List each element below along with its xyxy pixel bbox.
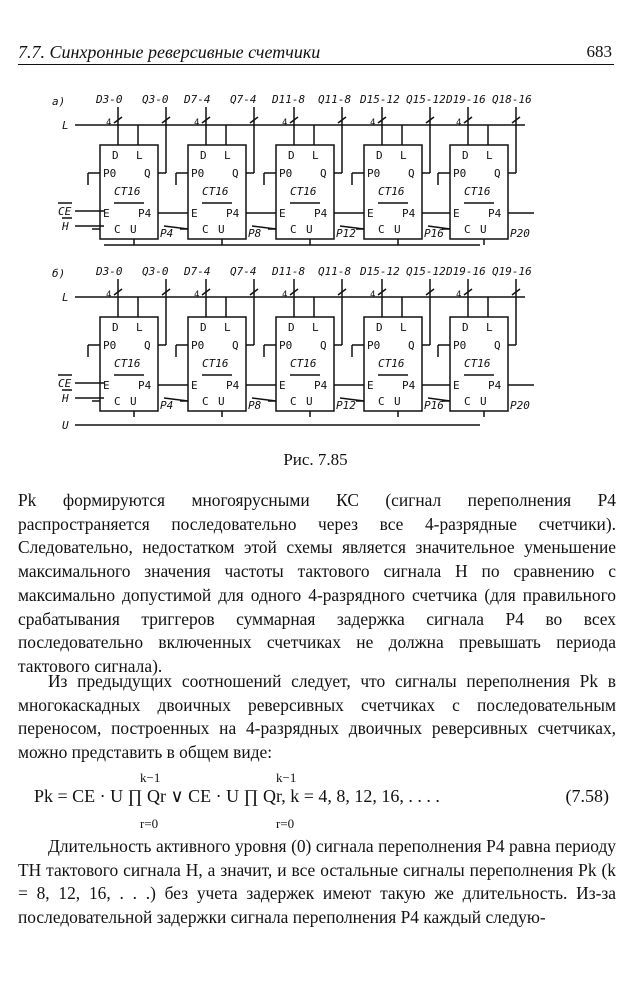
paragraph-3-text: Длительность активного уровня (0) сигнала переполнения P4 равна периоду TH тактового сигнала H, а значит, и все остальные сигналы переполнения Pk (k = 8, 12, 16, . . .) без учета задержек имеют такую же длительность. Из-за последовательной задержки сигнала переполнения P4 каждый следую- (18, 836, 616, 928)
output-label: Q7-4 (230, 265, 257, 278)
output-label: Q3-0 (142, 265, 169, 278)
counter-label: CT16 (114, 185, 141, 198)
counter-label: CT16 (378, 357, 405, 370)
pin-e: E (367, 379, 374, 392)
pin-c: C (464, 395, 471, 408)
data-input-label: D15-12 (360, 265, 400, 278)
pin-d: D (376, 321, 383, 334)
pin-q: Q (144, 339, 151, 352)
pin-p0: P0 (279, 167, 293, 180)
pin-e: E (279, 207, 286, 220)
pin-p0: P0 (453, 167, 467, 180)
pin-p4: P4 (488, 379, 502, 392)
bus-width: 4 (456, 118, 462, 128)
pin-l: L (136, 321, 143, 334)
output-label: Q18-16 (492, 93, 532, 106)
pin-l: L (486, 321, 493, 334)
pin-d: D (288, 149, 295, 162)
pin-p4: P4 (314, 207, 328, 220)
signal-label: U (62, 419, 69, 432)
pin-p4: P4 (402, 207, 416, 220)
pin-l: L (400, 321, 407, 334)
carry-label: P4 (160, 227, 174, 240)
pin-p4: P4 (138, 207, 152, 220)
pin-q: Q (144, 167, 151, 180)
bus-width: 4 (282, 118, 288, 128)
pin-c: C (114, 223, 121, 236)
circuit-figure (0, 85, 631, 445)
counter-label: CT16 (378, 185, 405, 198)
formula-7-58 (0, 770, 631, 831)
bus-width: 4 (456, 290, 462, 300)
carry-label: P12 (336, 227, 356, 240)
pin-u: U (130, 395, 137, 408)
carry-label: P8 (248, 227, 262, 240)
pin-d: D (200, 149, 207, 162)
pin-l: L (312, 321, 319, 334)
paragraph-1 (18, 489, 616, 679)
pin-u: U (306, 223, 313, 236)
pin-d: D (376, 149, 383, 162)
panel-label: б) (52, 267, 66, 280)
pin-e: E (453, 207, 460, 220)
pin-q: Q (408, 339, 415, 352)
paragraph-3 (18, 835, 616, 930)
pin-d: D (288, 321, 295, 334)
pin-l: L (224, 321, 231, 334)
pin-p0: P0 (103, 339, 117, 352)
pin-c: C (378, 395, 385, 408)
pin-p0: P0 (191, 167, 205, 180)
pin-e: E (453, 379, 460, 392)
output-label: Q3-0 (142, 93, 169, 106)
pin-d: D (200, 321, 207, 334)
pin-p4: P4 (226, 207, 240, 220)
pin-d: D (462, 321, 469, 334)
counter-label: CT16 (464, 357, 491, 370)
pin-u: U (394, 395, 401, 408)
pin-q: Q (494, 167, 501, 180)
pin-c: C (290, 223, 297, 236)
pin-c: C (464, 223, 471, 236)
carry-label: P16 (424, 399, 444, 412)
data-input-label: D7-4 (184, 93, 211, 106)
formula-upper-2: k−1 (276, 770, 297, 785)
carry-label: P16 (424, 227, 444, 240)
pin-c: C (378, 223, 385, 236)
output-label: Q11-8 (318, 265, 352, 278)
counter-label: CT16 (114, 357, 141, 370)
pin-q: Q (232, 167, 239, 180)
signal-label: H (62, 392, 69, 405)
formula-upper-1: k−1 (140, 770, 161, 785)
pin-p0: P0 (367, 339, 381, 352)
counter-label: CT16 (464, 185, 491, 198)
pin-q: Q (320, 339, 327, 352)
formula-expression: Pk = CE · U ∏ Qr ∨ CE · U ∏ Qr, k = 4, 8, 12, 16, . . . . (34, 786, 440, 806)
pin-e: E (367, 207, 374, 220)
pin-e: E (103, 207, 110, 220)
pin-u: U (480, 223, 487, 236)
figure-caption: Рис. 7.85 (283, 450, 348, 469)
pin-c: C (290, 395, 297, 408)
pin-l: L (224, 149, 231, 162)
page-header (18, 38, 614, 65)
pin-p0: P0 (453, 339, 467, 352)
counter-label: CT16 (202, 357, 229, 370)
carry-label: P4 (160, 399, 174, 412)
page-number: 683 (586, 42, 612, 61)
output-label: Q7-4 (230, 93, 257, 106)
pin-p4: P4 (488, 207, 502, 220)
pin-p4: P4 (138, 379, 152, 392)
pin-u: U (480, 395, 487, 408)
pin-q: Q (408, 167, 415, 180)
data-input-label: D3-0 (96, 93, 123, 106)
pin-d: D (462, 149, 469, 162)
pin-c: C (202, 395, 209, 408)
bus-width: 4 (194, 118, 200, 128)
pin-l: L (136, 149, 143, 162)
panel-label: а) (52, 95, 66, 108)
signal-label: CE (58, 205, 72, 218)
pin-q: Q (494, 339, 501, 352)
pin-u: U (394, 223, 401, 236)
data-input-label: D11-8 (272, 265, 306, 278)
counter-label: CT16 (202, 185, 229, 198)
output-label: Q11-8 (318, 93, 352, 106)
data-input-label: D15-12 (360, 93, 400, 106)
pin-l: L (486, 149, 493, 162)
carry-label: P12 (336, 399, 356, 412)
signal-label: CE (58, 377, 72, 390)
bus-width: 4 (282, 290, 288, 300)
pin-e: E (191, 379, 198, 392)
output-label: Q15-12 (406, 265, 446, 278)
pin-e: E (279, 379, 286, 392)
data-input-label: D19-16 (446, 93, 486, 106)
pin-e: E (191, 207, 198, 220)
pin-c: C (202, 223, 209, 236)
pin-p0: P0 (279, 339, 293, 352)
bus-width: 4 (370, 118, 376, 128)
pin-u: U (130, 223, 137, 236)
carry-label: P20 (510, 399, 530, 412)
bus-width: 4 (194, 290, 200, 300)
pin-l: L (400, 149, 407, 162)
carry-label: P8 (248, 399, 262, 412)
formula-lower-1: r=0 (140, 816, 159, 831)
pin-p4: P4 (226, 379, 240, 392)
paragraph-2-text: Из предыдущих соотношений следует, что сигналы переполнения Pk в многокаскадных двоичных реверсивных счетчиках с последовательным переносом, построенных на 4-разрядных двоичных реверсивных счетчиках, можно представить в общем виде: (18, 671, 616, 763)
formula-number: (7.58) (565, 786, 609, 806)
pin-u: U (306, 395, 313, 408)
pin-d: D (112, 321, 119, 334)
section-title: 7.7. Синхронные реверсивные счетчики (18, 42, 321, 62)
output-label: Q19-16 (492, 265, 532, 278)
pin-p0: P0 (367, 167, 381, 180)
pin-p4: P4 (314, 379, 328, 392)
signal-label: L (62, 291, 69, 304)
pin-l: L (312, 149, 319, 162)
bus-width: 4 (106, 118, 112, 128)
output-label: Q15-12 (406, 93, 446, 106)
pin-u: U (218, 223, 225, 236)
pin-u: U (218, 395, 225, 408)
formula-lower-2: r=0 (276, 816, 295, 831)
carry-label: P20 (510, 227, 530, 240)
counter-label: CT16 (290, 357, 317, 370)
data-input-label: D11-8 (272, 93, 306, 106)
data-input-label: D19-16 (446, 265, 486, 278)
data-input-label: D7-4 (184, 265, 211, 278)
bus-width: 4 (106, 290, 112, 300)
signal-label: H (62, 220, 69, 233)
pin-p0: P0 (103, 167, 117, 180)
paragraph-1-text (18, 489, 616, 679)
data-input-label: D3-0 (96, 265, 123, 278)
paragraph-2 (18, 670, 616, 765)
pin-d: D (112, 149, 119, 162)
bus-width: 4 (370, 290, 376, 300)
pin-e: E (103, 379, 110, 392)
pin-q: Q (320, 167, 327, 180)
p1-text: Pk формируются многоярусными КС (сигнал переполнения P4 распространяется последовательно через все 4-разрядные счетчики). Следовательно, недостатком этой схемы является значительное уменьшение максимального значения частоты тактового сигнала H по сравнению с максимально допустимой для одного 4-разрядного счетчика (для правильного срабатывания триггеров суммарная задержка сигнала P4 во всех последовательно включенных счетчиках не должна превышать периода тактового сигнала). (18, 490, 616, 676)
pin-q: Q (232, 339, 239, 352)
pin-c: C (114, 395, 121, 408)
signal-label: L (62, 119, 69, 132)
pin-p0: P0 (191, 339, 205, 352)
pin-p4: P4 (402, 379, 416, 392)
counter-label: CT16 (290, 185, 317, 198)
